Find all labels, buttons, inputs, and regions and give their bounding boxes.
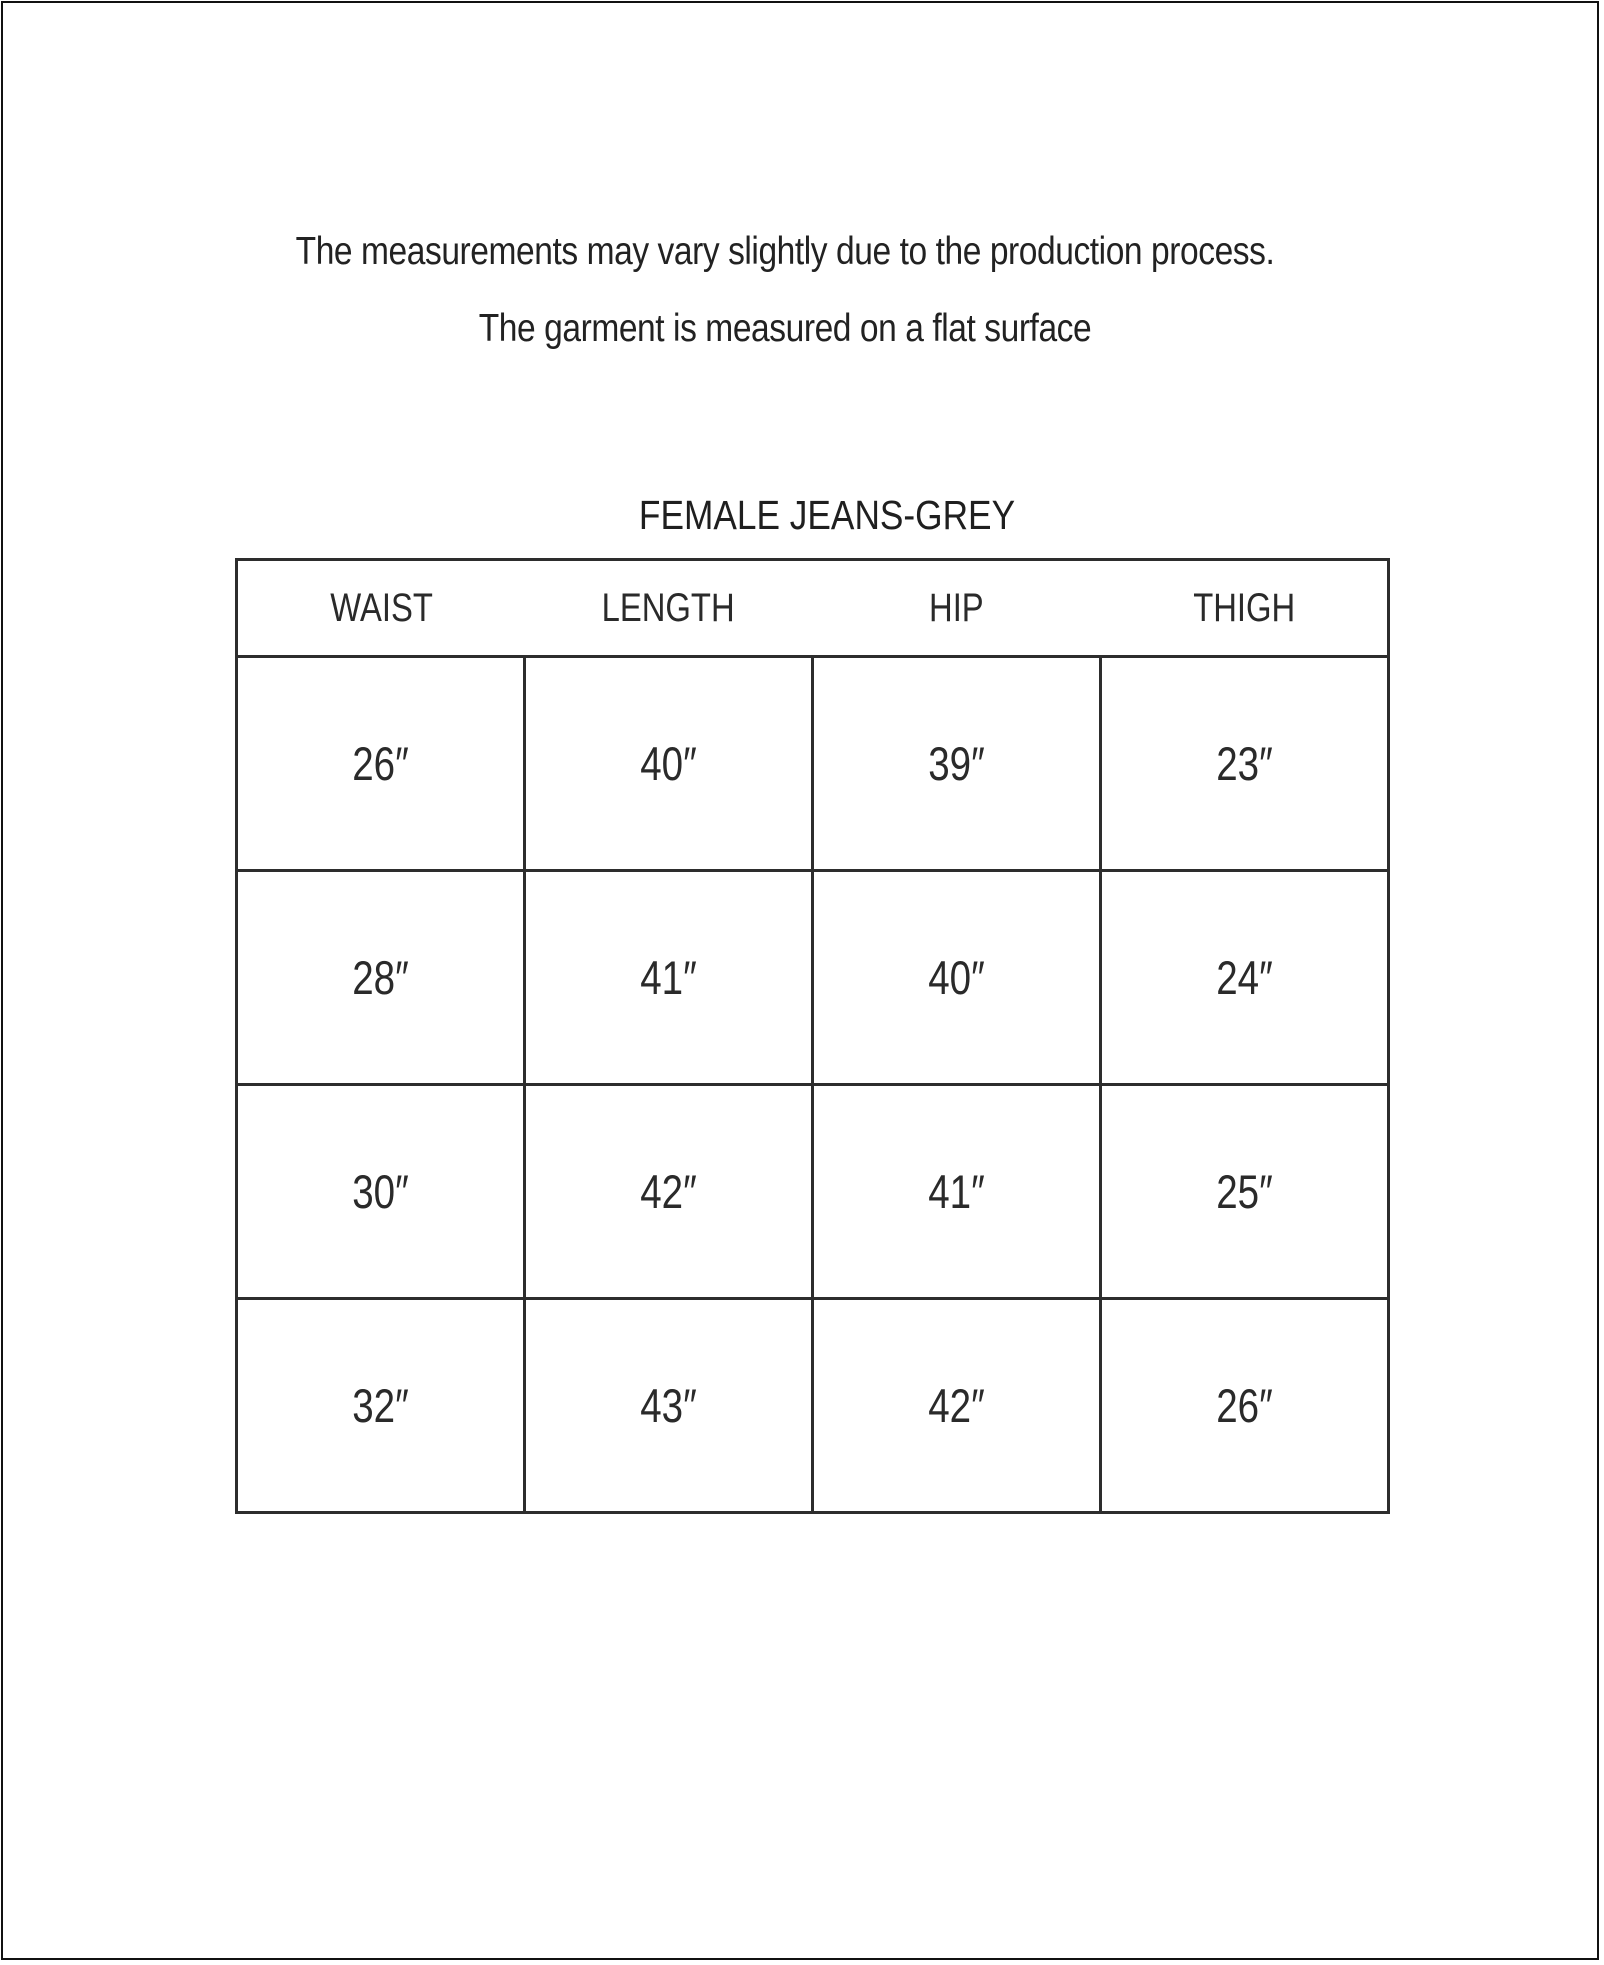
table-row [237,1299,1389,1513]
table-row [237,1085,1389,1299]
cell-hip: 40″ [813,871,1101,1085]
column-header-length: LENGTH [525,560,813,657]
size-chart-table [235,558,1390,1514]
column-header-thigh: THIGH [1101,560,1389,657]
cell-length: 40″ [525,657,813,871]
flat-surface-note: The garment is measured on a flat surface [478,307,1092,350]
cell-waist: 32″ [237,1299,525,1513]
cell-waist: 30″ [237,1085,525,1299]
cell-thigh: 23″ [1101,657,1389,871]
table-row [237,657,1389,871]
table-header-row [237,560,1389,657]
cell-length: 43″ [525,1299,813,1513]
cell-hip: 41″ [813,1085,1101,1299]
cell-hip: 39″ [813,657,1101,871]
cell-hip: 42″ [813,1299,1101,1513]
cell-thigh: 26″ [1101,1299,1389,1513]
cell-length: 42″ [525,1085,813,1299]
cell-waist: 26″ [237,657,525,871]
cell-thigh: 25″ [1101,1085,1389,1299]
table-row [237,871,1389,1085]
cell-thigh: 24″ [1101,871,1389,1085]
column-header-hip: HIP [813,560,1101,657]
measurement-note: The measurements may vary slightly due to the production process. [295,230,1275,273]
column-header-waist: WAIST [237,560,525,657]
table-title: FEMALE JEANS-GREY [638,492,1016,538]
cell-waist: 28″ [237,871,525,1085]
cell-length: 41″ [525,871,813,1085]
